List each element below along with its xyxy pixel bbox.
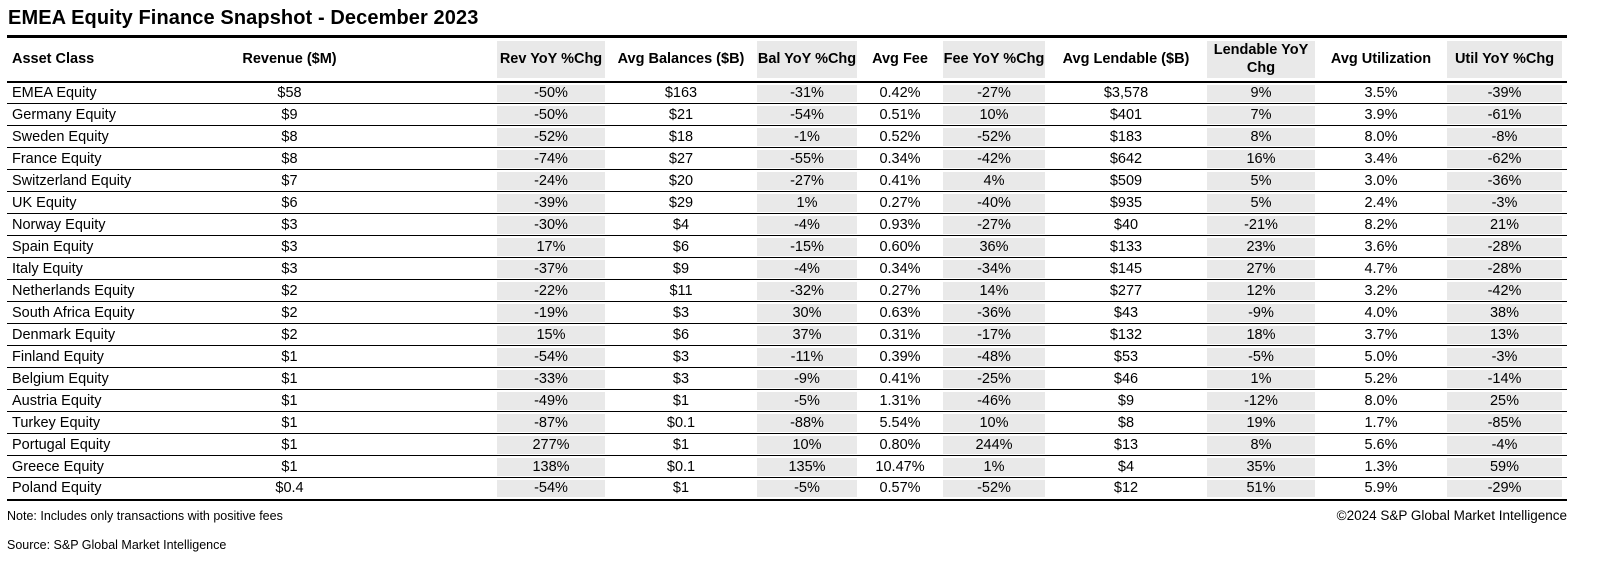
value-cell-util-yoy: -4% [1442, 434, 1567, 456]
asset-class-cell: Portugal Equity [7, 434, 222, 456]
spacer-cell [357, 280, 492, 302]
asset-class-cell: South Africa Equity [7, 302, 222, 324]
value-cell-avg-fee: 0.93% [862, 214, 938, 236]
column-header-avg-balances: Avg Balances ($B) [610, 37, 752, 82]
value-cell-revenue: $8 [222, 126, 357, 148]
value-cell-avg-fee: 0.80% [862, 434, 938, 456]
value-cell-bal-yoy: 37% [752, 324, 862, 346]
value-cell-rev-yoy: 138% [492, 456, 610, 478]
value-cell-lendable-yoy: -21% [1202, 214, 1320, 236]
value-cell-util-yoy: 25% [1442, 390, 1567, 412]
value-cell-rev-yoy: -54% [492, 478, 610, 500]
spacer-cell [357, 104, 492, 126]
column-header-fee-yoy: Fee YoY %Chg [938, 37, 1050, 82]
table-row [7, 104, 1567, 126]
value-cell-avg-utilization: 5.9% [1320, 478, 1442, 500]
asset-class-cell: Spain Equity [7, 236, 222, 258]
value-cell-rev-yoy: -54% [492, 346, 610, 368]
value-cell-rev-yoy: -87% [492, 412, 610, 434]
spacer-cell [357, 324, 492, 346]
value-cell-revenue: $8 [222, 148, 357, 170]
value-cell-lendable-yoy: 1% [1202, 368, 1320, 390]
value-cell-avg-lendable: $277 [1050, 280, 1202, 302]
value-cell-rev-yoy: -19% [492, 302, 610, 324]
value-cell-fee-yoy: 10% [938, 412, 1050, 434]
value-cell-util-yoy: -39% [1442, 82, 1567, 104]
spacer-cell [357, 456, 492, 478]
table-footer [7, 508, 1567, 523]
value-cell-avg-balances: $11 [610, 280, 752, 302]
value-cell-revenue: $2 [222, 280, 357, 302]
table-row [7, 324, 1567, 346]
value-cell-avg-utilization: 3.6% [1320, 236, 1442, 258]
value-cell-lendable-yoy: 16% [1202, 148, 1320, 170]
spacer-cell [357, 170, 492, 192]
value-cell-avg-utilization: 3.9% [1320, 104, 1442, 126]
value-cell-lendable-yoy: -5% [1202, 346, 1320, 368]
value-cell-avg-fee: 0.27% [862, 192, 938, 214]
value-cell-fee-yoy: 1% [938, 456, 1050, 478]
table-row [7, 236, 1567, 258]
value-cell-fee-yoy: -27% [938, 82, 1050, 104]
value-cell-rev-yoy: -33% [492, 368, 610, 390]
table-row [7, 456, 1567, 478]
value-cell-revenue: $9 [222, 104, 357, 126]
value-cell-avg-lendable: $132 [1050, 324, 1202, 346]
value-cell-avg-fee: 5.54% [862, 412, 938, 434]
value-cell-revenue: $0.4 [222, 478, 357, 500]
value-cell-avg-lendable: $642 [1050, 148, 1202, 170]
value-cell-avg-utilization: 8.2% [1320, 214, 1442, 236]
column-header-avg-fee: Avg Fee [862, 37, 938, 82]
table-row [7, 82, 1567, 104]
value-cell-bal-yoy: -1% [752, 126, 862, 148]
value-cell-lendable-yoy: 27% [1202, 258, 1320, 280]
value-cell-lendable-yoy: 9% [1202, 82, 1320, 104]
value-cell-avg-utilization: 1.7% [1320, 412, 1442, 434]
value-cell-avg-lendable: $935 [1050, 192, 1202, 214]
value-cell-bal-yoy: -31% [752, 82, 862, 104]
value-cell-avg-balances: $6 [610, 236, 752, 258]
value-cell-bal-yoy: 30% [752, 302, 862, 324]
asset-class-cell: Poland Equity [7, 478, 222, 500]
asset-class-cell: Germany Equity [7, 104, 222, 126]
column-header-revenue: Revenue ($M) [222, 37, 357, 82]
spacer-cell [357, 390, 492, 412]
value-cell-lendable-yoy: 19% [1202, 412, 1320, 434]
value-cell-util-yoy: -61% [1442, 104, 1567, 126]
footnote: Note: Includes only transactions with positive fees [7, 508, 283, 523]
spacer-cell [357, 434, 492, 456]
value-cell-bal-yoy: -5% [752, 390, 862, 412]
asset-class-cell: France Equity [7, 148, 222, 170]
value-cell-avg-fee: 1.31% [862, 390, 938, 412]
value-cell-bal-yoy: -55% [752, 148, 862, 170]
value-cell-avg-lendable: $8 [1050, 412, 1202, 434]
table-body [7, 82, 1567, 500]
value-cell-util-yoy: 13% [1442, 324, 1567, 346]
value-cell-bal-yoy: -4% [752, 258, 862, 280]
value-cell-avg-balances: $20 [610, 170, 752, 192]
column-header-asset-class: Asset Class [7, 37, 222, 82]
value-cell-fee-yoy: -52% [938, 126, 1050, 148]
value-cell-revenue: $2 [222, 302, 357, 324]
table-row [7, 214, 1567, 236]
spacer-cell [357, 82, 492, 104]
value-cell-avg-utilization: 3.0% [1320, 170, 1442, 192]
value-cell-avg-utilization: 8.0% [1320, 126, 1442, 148]
value-cell-lendable-yoy: 18% [1202, 324, 1320, 346]
value-cell-rev-yoy: -52% [492, 126, 610, 148]
value-cell-avg-fee: 0.57% [862, 478, 938, 500]
value-cell-avg-fee: 0.60% [862, 236, 938, 258]
value-cell-revenue: $58 [222, 82, 357, 104]
value-cell-revenue: $1 [222, 390, 357, 412]
value-cell-lendable-yoy: 35% [1202, 456, 1320, 478]
value-cell-avg-fee: 0.34% [862, 258, 938, 280]
value-cell-avg-lendable: $13 [1050, 434, 1202, 456]
value-cell-rev-yoy: -50% [492, 82, 610, 104]
value-cell-avg-balances: $0.1 [610, 412, 752, 434]
equity-finance-table [7, 35, 1567, 501]
value-cell-fee-yoy: -25% [938, 368, 1050, 390]
value-cell-avg-balances: $0.1 [610, 456, 752, 478]
value-cell-avg-balances: $29 [610, 192, 752, 214]
value-cell-avg-utilization: 5.6% [1320, 434, 1442, 456]
asset-class-cell: UK Equity [7, 192, 222, 214]
value-cell-util-yoy: 59% [1442, 456, 1567, 478]
value-cell-lendable-yoy: 5% [1202, 192, 1320, 214]
value-cell-revenue: $3 [222, 258, 357, 280]
value-cell-util-yoy: 21% [1442, 214, 1567, 236]
value-cell-rev-yoy: -22% [492, 280, 610, 302]
value-cell-avg-balances: $6 [610, 324, 752, 346]
value-cell-lendable-yoy: 23% [1202, 236, 1320, 258]
value-cell-fee-yoy: 14% [938, 280, 1050, 302]
value-cell-avg-utilization: 3.5% [1320, 82, 1442, 104]
value-cell-revenue: $1 [222, 412, 357, 434]
value-cell-rev-yoy: -24% [492, 170, 610, 192]
value-cell-avg-fee: 0.63% [862, 302, 938, 324]
value-cell-avg-lendable: $9 [1050, 390, 1202, 412]
value-cell-rev-yoy: -30% [492, 214, 610, 236]
value-cell-avg-fee: 0.39% [862, 346, 938, 368]
value-cell-util-yoy: -29% [1442, 478, 1567, 500]
value-cell-avg-lendable: $183 [1050, 126, 1202, 148]
value-cell-avg-utilization: 1.3% [1320, 456, 1442, 478]
value-cell-avg-fee: 0.51% [862, 104, 938, 126]
value-cell-avg-fee: 0.27% [862, 280, 938, 302]
table-row [7, 280, 1567, 302]
value-cell-revenue: $2 [222, 324, 357, 346]
asset-class-cell: Switzerland Equity [7, 170, 222, 192]
value-cell-revenue: $1 [222, 346, 357, 368]
asset-class-cell: EMEA Equity [7, 82, 222, 104]
value-cell-avg-fee: 0.42% [862, 82, 938, 104]
spacer-cell [357, 214, 492, 236]
value-cell-avg-balances: $163 [610, 82, 752, 104]
value-cell-revenue: $6 [222, 192, 357, 214]
value-cell-revenue: $3 [222, 214, 357, 236]
value-cell-avg-fee: 0.41% [862, 368, 938, 390]
table-row [7, 478, 1567, 500]
table-row [7, 192, 1567, 214]
value-cell-bal-yoy: -5% [752, 478, 862, 500]
value-cell-rev-yoy: -74% [492, 148, 610, 170]
value-cell-fee-yoy: -27% [938, 214, 1050, 236]
value-cell-bal-yoy: 1% [752, 192, 862, 214]
table-row [7, 346, 1567, 368]
asset-class-cell: Greece Equity [7, 456, 222, 478]
value-cell-revenue: $1 [222, 456, 357, 478]
value-cell-bal-yoy: -9% [752, 368, 862, 390]
value-cell-avg-utilization: 5.2% [1320, 368, 1442, 390]
value-cell-avg-balances: $3 [610, 346, 752, 368]
value-cell-avg-balances: $1 [610, 390, 752, 412]
spacer-cell [357, 192, 492, 214]
table-row [7, 258, 1567, 280]
value-cell-util-yoy: -85% [1442, 412, 1567, 434]
asset-class-cell: Belgium Equity [7, 368, 222, 390]
value-cell-fee-yoy: -17% [938, 324, 1050, 346]
value-cell-util-yoy: -28% [1442, 236, 1567, 258]
value-cell-avg-utilization: 8.0% [1320, 390, 1442, 412]
value-cell-avg-balances: $1 [610, 434, 752, 456]
column-header-rev-yoy: Rev YoY %Chg [492, 37, 610, 82]
value-cell-rev-yoy: -49% [492, 390, 610, 412]
value-cell-avg-utilization: 3.7% [1320, 324, 1442, 346]
value-cell-lendable-yoy: 51% [1202, 478, 1320, 500]
value-cell-avg-utilization: 3.2% [1320, 280, 1442, 302]
value-cell-rev-yoy: -39% [492, 192, 610, 214]
value-cell-fee-yoy: -42% [938, 148, 1050, 170]
asset-class-cell: Denmark Equity [7, 324, 222, 346]
table-row [7, 170, 1567, 192]
asset-class-cell: Sweden Equity [7, 126, 222, 148]
spacer-cell [357, 412, 492, 434]
value-cell-avg-fee: 10.47% [862, 456, 938, 478]
value-cell-lendable-yoy: 8% [1202, 434, 1320, 456]
column-header-util-yoy: Util YoY %Chg [1442, 37, 1567, 82]
value-cell-util-yoy: -28% [1442, 258, 1567, 280]
value-cell-util-yoy: -42% [1442, 280, 1567, 302]
value-cell-revenue: $3 [222, 236, 357, 258]
value-cell-avg-lendable: $46 [1050, 368, 1202, 390]
value-cell-lendable-yoy: 5% [1202, 170, 1320, 192]
asset-class-cell: Austria Equity [7, 390, 222, 412]
value-cell-rev-yoy: -50% [492, 104, 610, 126]
value-cell-revenue: $1 [222, 434, 357, 456]
value-cell-util-yoy: -14% [1442, 368, 1567, 390]
value-cell-avg-lendable: $53 [1050, 346, 1202, 368]
value-cell-rev-yoy: -37% [492, 258, 610, 280]
page-title: EMEA Equity Finance Snapshot - December 2023 [8, 7, 479, 29]
value-cell-util-yoy: -3% [1442, 192, 1567, 214]
spacer-cell [357, 37, 492, 82]
value-cell-avg-balances: $4 [610, 214, 752, 236]
spacer-cell [357, 368, 492, 390]
value-cell-avg-lendable: $43 [1050, 302, 1202, 324]
spacer-cell [357, 236, 492, 258]
value-cell-avg-balances: $27 [610, 148, 752, 170]
spacer-cell [357, 346, 492, 368]
value-cell-bal-yoy: -11% [752, 346, 862, 368]
value-cell-avg-utilization: 4.0% [1320, 302, 1442, 324]
value-cell-fee-yoy: -46% [938, 390, 1050, 412]
spacer-cell [357, 148, 492, 170]
value-cell-avg-fee: 0.31% [862, 324, 938, 346]
value-cell-avg-balances: $1 [610, 478, 752, 500]
spacer-cell [357, 302, 492, 324]
value-cell-util-yoy: -8% [1442, 126, 1567, 148]
value-cell-fee-yoy: 10% [938, 104, 1050, 126]
value-cell-avg-balances: $9 [610, 258, 752, 280]
asset-class-cell: Turkey Equity [7, 412, 222, 434]
value-cell-avg-lendable: $509 [1050, 170, 1202, 192]
value-cell-fee-yoy: -36% [938, 302, 1050, 324]
value-cell-avg-balances: $3 [610, 368, 752, 390]
column-header-lendable-yoy: Lendable YoY Chg [1202, 37, 1320, 82]
column-header-avg-utilization: Avg Utilization [1320, 37, 1442, 82]
value-cell-avg-fee: 0.52% [862, 126, 938, 148]
value-cell-bal-yoy: -4% [752, 214, 862, 236]
spacer-cell [357, 478, 492, 500]
table-row [7, 390, 1567, 412]
value-cell-fee-yoy: -40% [938, 192, 1050, 214]
source-text: Source: S&P Global Market Intelligence [7, 537, 227, 552]
value-cell-bal-yoy: -88% [752, 412, 862, 434]
value-cell-avg-lendable: $401 [1050, 104, 1202, 126]
asset-class-cell: Italy Equity [7, 258, 222, 280]
value-cell-lendable-yoy: 8% [1202, 126, 1320, 148]
table-row [7, 302, 1567, 324]
column-header-avg-lendable: Avg Lendable ($B) [1050, 37, 1202, 82]
table-row [7, 126, 1567, 148]
asset-class-cell: Norway Equity [7, 214, 222, 236]
table-row [7, 412, 1567, 434]
table-row [7, 148, 1567, 170]
value-cell-avg-utilization: 5.0% [1320, 346, 1442, 368]
value-cell-util-yoy: -62% [1442, 148, 1567, 170]
value-cell-lendable-yoy: 12% [1202, 280, 1320, 302]
value-cell-avg-balances: $21 [610, 104, 752, 126]
value-cell-rev-yoy: 17% [492, 236, 610, 258]
asset-class-cell: Finland Equity [7, 346, 222, 368]
value-cell-fee-yoy: -34% [938, 258, 1050, 280]
value-cell-fee-yoy: 244% [938, 434, 1050, 456]
value-cell-fee-yoy: 36% [938, 236, 1050, 258]
value-cell-avg-balances: $3 [610, 302, 752, 324]
value-cell-bal-yoy: -54% [752, 104, 862, 126]
value-cell-avg-lendable: $133 [1050, 236, 1202, 258]
value-cell-avg-lendable: $145 [1050, 258, 1202, 280]
value-cell-avg-lendable: $3,578 [1050, 82, 1202, 104]
value-cell-fee-yoy: -52% [938, 478, 1050, 500]
value-cell-bal-yoy: 10% [752, 434, 862, 456]
copyright-text: ©2024 S&P Global Market Intelligence [1336, 507, 1567, 523]
value-cell-avg-fee: 0.41% [862, 170, 938, 192]
value-cell-avg-lendable: $40 [1050, 214, 1202, 236]
value-cell-revenue: $1 [222, 368, 357, 390]
table-row [7, 368, 1567, 390]
value-cell-avg-utilization: 4.7% [1320, 258, 1442, 280]
value-cell-rev-yoy: 15% [492, 324, 610, 346]
value-cell-avg-lendable: $4 [1050, 456, 1202, 478]
spacer-cell [357, 258, 492, 280]
asset-class-cell: Netherlands Equity [7, 280, 222, 302]
table-row [7, 434, 1567, 456]
value-cell-avg-lendable: $12 [1050, 478, 1202, 500]
value-cell-fee-yoy: 4% [938, 170, 1050, 192]
value-cell-fee-yoy: -48% [938, 346, 1050, 368]
value-cell-avg-utilization: 3.4% [1320, 148, 1442, 170]
value-cell-util-yoy: -3% [1442, 346, 1567, 368]
value-cell-rev-yoy: 277% [492, 434, 610, 456]
value-cell-bal-yoy: -27% [752, 170, 862, 192]
value-cell-lendable-yoy: -12% [1202, 390, 1320, 412]
value-cell-bal-yoy: -15% [752, 236, 862, 258]
table-header-row [7, 37, 1567, 82]
value-cell-bal-yoy: 135% [752, 456, 862, 478]
value-cell-avg-balances: $18 [610, 126, 752, 148]
value-cell-lendable-yoy: 7% [1202, 104, 1320, 126]
value-cell-util-yoy: 38% [1442, 302, 1567, 324]
value-cell-util-yoy: -36% [1442, 170, 1567, 192]
value-cell-lendable-yoy: -9% [1202, 302, 1320, 324]
value-cell-revenue: $7 [222, 170, 357, 192]
column-header-bal-yoy: Bal YoY %Chg [752, 37, 862, 82]
value-cell-bal-yoy: -32% [752, 280, 862, 302]
value-cell-avg-fee: 0.34% [862, 148, 938, 170]
value-cell-avg-utilization: 2.4% [1320, 192, 1442, 214]
spacer-cell [357, 126, 492, 148]
